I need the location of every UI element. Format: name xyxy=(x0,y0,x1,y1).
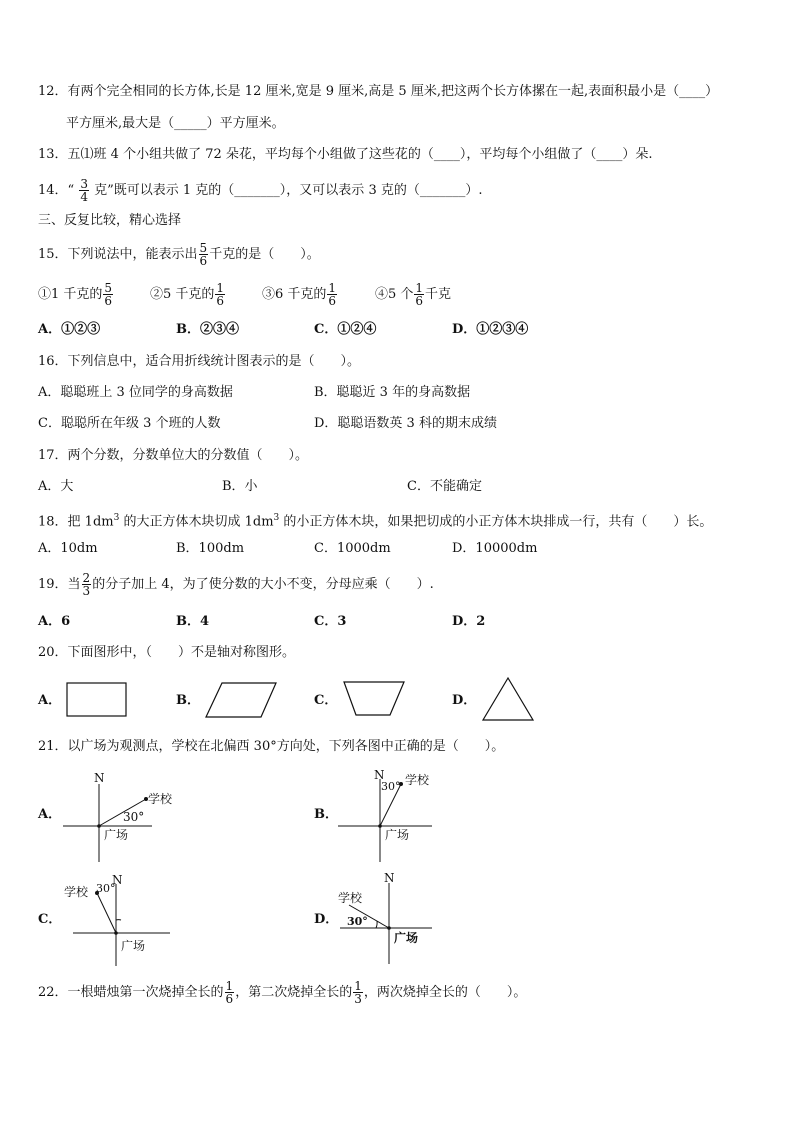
q18-post: 的小正方体木块，如果把切成的小正方体木块排成一行，共有（ ）长。 xyxy=(279,514,713,530)
q15-item-1-num: 5 xyxy=(104,281,113,295)
q21-a-square: 广场 xyxy=(104,828,129,842)
q16-option-a: A．聪聪班上 3 位同学的身高数据 xyxy=(38,385,233,400)
q21-c-north: N xyxy=(112,873,123,887)
q18-mid: 的大正方体木块切成 1dm xyxy=(119,514,274,530)
shape-triangle xyxy=(483,678,533,720)
q20-stem: 20．下面图形中，（ ）不是轴对称图形。 xyxy=(38,645,296,660)
q18-option-b: B．100dm xyxy=(176,541,245,556)
q15-item-4-post: 千克 xyxy=(425,287,452,302)
q15-post: 千克的是（ ）。 xyxy=(209,247,320,262)
q21-c-angle: 30° xyxy=(96,882,116,895)
shape-trapezoid xyxy=(344,682,404,715)
q15-pre: 15．下列说法中，能表示出 xyxy=(38,247,198,262)
q15-item-2-pre: ②5 千克的 xyxy=(150,287,215,302)
q18-option-c: C．1000dm xyxy=(314,541,391,556)
q19-option-b: B．4 xyxy=(176,614,210,629)
shape-rectangle xyxy=(67,683,126,716)
q15-item-3-den: 6 xyxy=(328,294,337,308)
q18-option-d: D．10000dm xyxy=(452,541,538,556)
q18-pre: 18．把 1dm xyxy=(38,514,114,530)
q22-den1: 6 xyxy=(225,992,234,1006)
q15-item-4-den: 6 xyxy=(415,294,424,308)
q22-fraction-1 xyxy=(225,980,235,1005)
q15-item-1-pre: ①1 千克的 xyxy=(38,287,103,302)
q22-pre: 22．一根蜡烛第一次烧掉全长的 xyxy=(38,985,224,1000)
q14-num: 3 xyxy=(80,177,88,191)
q16-stem: 16．下列信息中，适合用折线统计图表示的是（ ）。 xyxy=(38,354,361,369)
q21-d-north: N xyxy=(384,871,395,885)
q21-diagram-d xyxy=(338,871,432,964)
q21-label-a: A． xyxy=(38,807,62,822)
q15-item-4-num: 1 xyxy=(415,281,424,295)
q21-b-north: N xyxy=(374,768,385,782)
q21-a-north: N xyxy=(94,771,105,785)
q17-option-c: C．不能确定 xyxy=(407,479,482,494)
q14-den: 4 xyxy=(80,190,88,204)
q12-line2: 平方厘米,最大是（_____）平方厘米。 xyxy=(66,116,285,131)
q15-den: 6 xyxy=(199,254,208,268)
q19-pre: 19．当 xyxy=(38,577,81,592)
q21-label-d: D． xyxy=(314,912,339,927)
q15-item-4-pre: ④5 个 xyxy=(375,287,414,302)
q21-diagram-c xyxy=(64,873,170,966)
q21-c-school: 学校 xyxy=(64,885,89,899)
q22-stem xyxy=(38,980,526,1005)
q16-option-c: C．聪聪所在年级 3 个班的人数 xyxy=(38,416,221,431)
q20-label-d: D． xyxy=(452,693,477,708)
q19-post: 的分子加上 4，为了使分数的大小不变，分母应乘（ ）. xyxy=(92,577,434,592)
q15-option-d: D．①②③④ xyxy=(452,322,529,337)
q15-num: 5 xyxy=(199,241,208,255)
q13-text: 13．五⑴班 4 个小组共做了 72 朵花，平均每个小组做了这些花的（____），平均每个小组做了（____）朵. xyxy=(38,147,653,162)
q21-a-school: 学校 xyxy=(148,792,173,806)
q15-item-1-den: 6 xyxy=(104,294,113,308)
q22-post: ，两次烧掉全长的（ ）。 xyxy=(363,985,527,1000)
q15-item-3-pre: ③6 千克的 xyxy=(262,287,327,302)
q22-num1: 1 xyxy=(225,979,234,993)
q16-option-b: B．聪聪近 3 年的身高数据 xyxy=(314,385,471,400)
q22-mid: ，第二次烧掉全长的 xyxy=(235,985,353,1000)
q17-option-a: A．大 xyxy=(38,479,74,494)
q21-a-angle: 30° xyxy=(123,810,145,824)
q18-sup1: 3 xyxy=(113,513,120,523)
q15-item-2-den: 6 xyxy=(216,294,225,308)
q22-num2: 1 xyxy=(354,979,362,993)
q15-item-2-num: 1 xyxy=(216,281,225,295)
q21-b-school: 学校 xyxy=(405,773,430,787)
q20-label-c: C． xyxy=(314,693,338,708)
q21-diagram-a xyxy=(63,771,173,862)
q21-stem: 21．以广场为观测点，学校在北偏西 30°方向处，下列各图中正确的是（ ）。 xyxy=(38,739,505,754)
q17-stem: 17．两个分数，分数单位大的分数值（ ）。 xyxy=(38,448,309,463)
q19-num: 2 xyxy=(82,571,91,585)
q22-fraction-2 xyxy=(353,980,363,1005)
q19-den: 3 xyxy=(82,584,91,598)
q21-label-c: C． xyxy=(38,912,62,927)
section-heading: 三、反复比较，精心选择 xyxy=(38,213,182,228)
q22-den2: 3 xyxy=(354,992,362,1006)
q21-b-angle: 30° xyxy=(381,780,401,793)
q19-option-a: A．6 xyxy=(38,614,71,629)
q14-pre: 14．“ xyxy=(38,183,75,198)
q16-option-d: D．聪聪语数英 3 科的期末成绩 xyxy=(314,416,497,431)
q15-item-3-num: 1 xyxy=(328,281,337,295)
q20-label-a: A． xyxy=(38,693,62,708)
q19-option-d: D．2 xyxy=(452,614,486,629)
q19-option-c: C．3 xyxy=(314,614,347,629)
q15-option-c: C．①②④ xyxy=(314,322,377,337)
q12-line1: 12．有两个完全相同的长方体,长是 12 厘米,宽是 9 厘米,高是 5 厘米,把这两个长方体摞在一起,表面积最小是（____） xyxy=(38,84,719,99)
q18-option-a: A．10dm xyxy=(38,541,98,556)
q21-d-angle: 30° xyxy=(347,915,368,928)
q18-sup2: 3 xyxy=(273,513,280,523)
q21-label-b: B． xyxy=(314,807,338,822)
q15-option-a: A．①②③ xyxy=(38,322,101,337)
shape-parallelogram xyxy=(206,683,276,717)
q20-label-b: B． xyxy=(176,693,200,708)
q21-c-square: 广场 xyxy=(121,939,146,953)
q21-b-square: 广场 xyxy=(385,828,410,842)
q21-d-square: 广场 xyxy=(394,931,419,945)
q21-d-school: 学校 xyxy=(338,891,363,905)
q17-option-b: B．小 xyxy=(222,479,258,494)
q21-diagram-b xyxy=(338,768,432,862)
q14-post: 克”既可以表示 1 克的（_______），又可以表示 3 克的（_______）. xyxy=(94,183,483,198)
q15-option-b: B．②③④ xyxy=(176,322,239,337)
